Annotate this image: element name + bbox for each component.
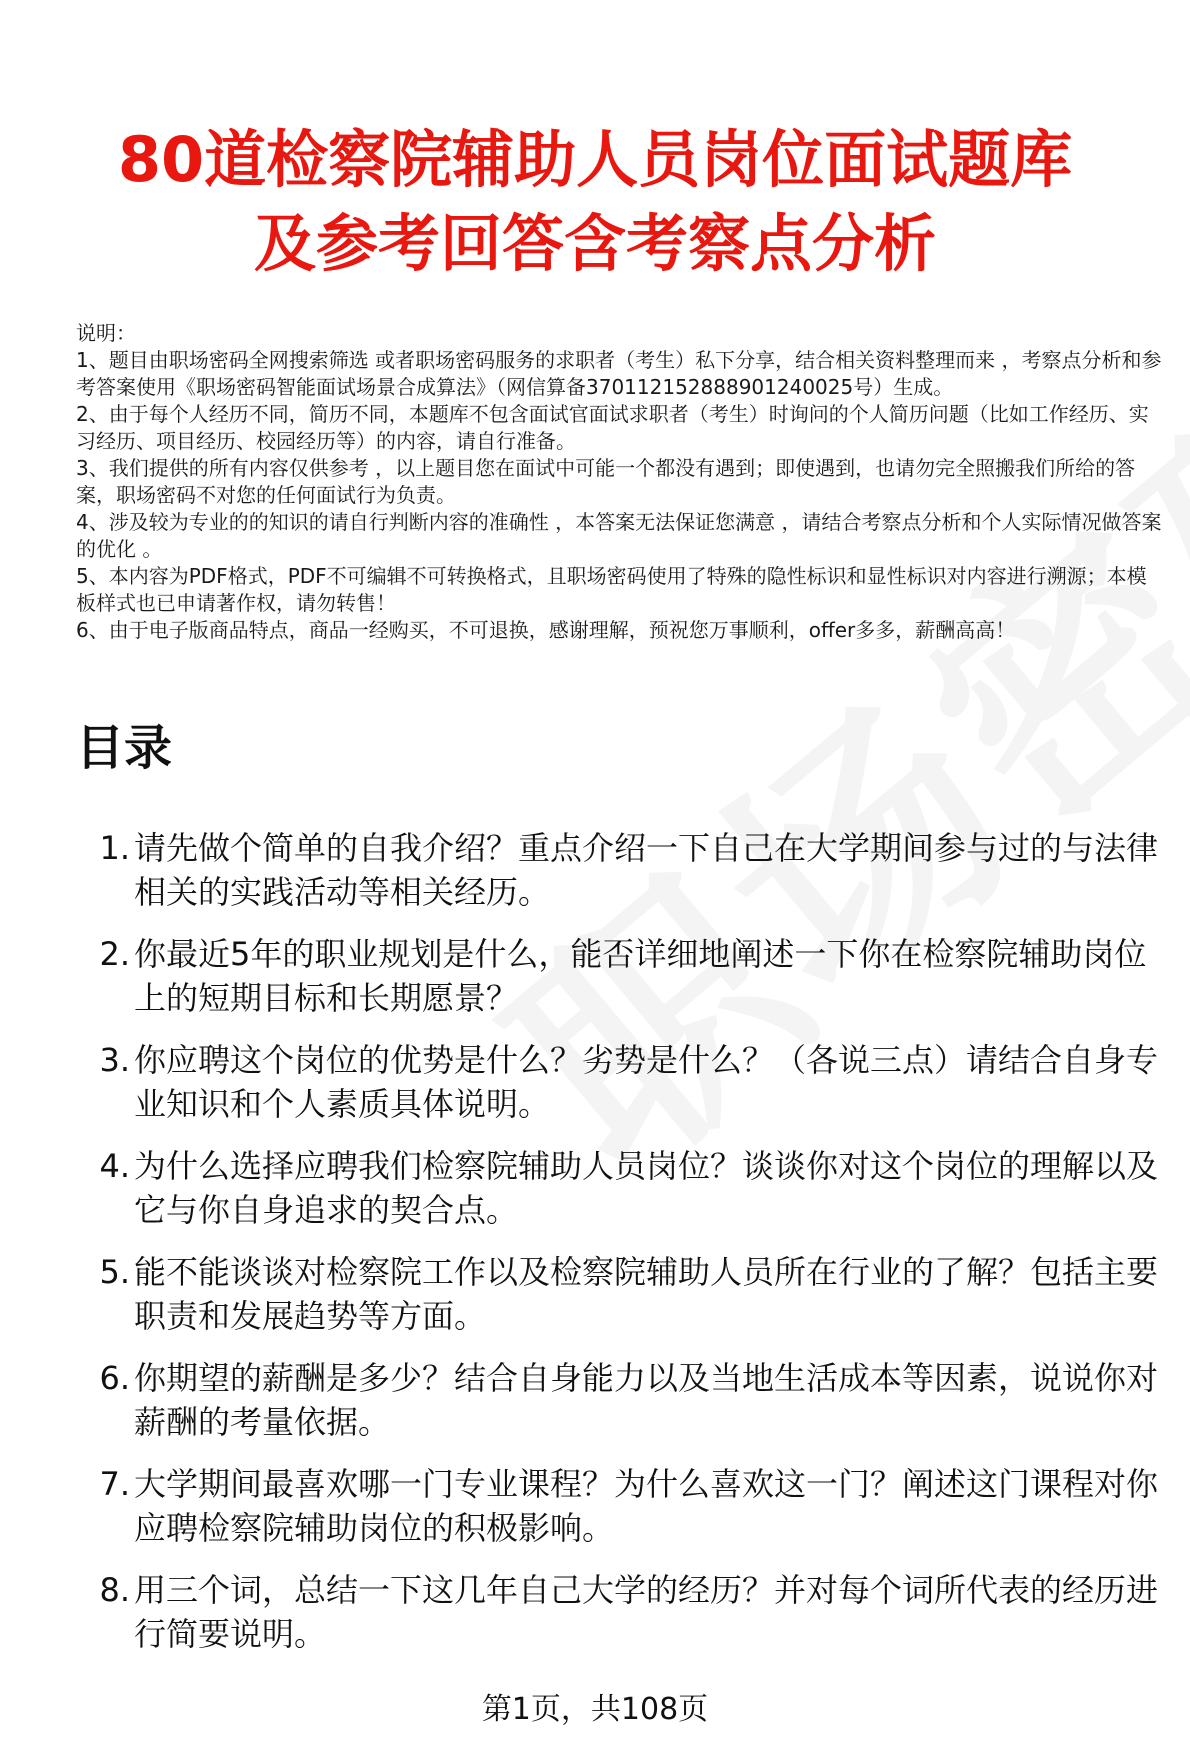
toc-item-1[interactable] [76, 826, 1166, 914]
note-item-5: 5、本内容为PDF格式，PDF不可编辑不可转换格式，且职场密码使用了特殊的隐性标识和显性标识对内容进行溯源；本模板样式也已申请著作权，请勿转售！ [76, 564, 1147, 615]
toc-item-number: 7. [99, 1465, 130, 1503]
toc-item-text: 为什么选择应聘我们检察院辅助人员岗位？谈谈你对这个岗位的理解以及它与你自身追求的契合点。 [134, 1147, 1159, 1229]
note-item-6: 6、由于电子版商品特点，商品一经购买，不可退换，感谢理解，预祝您万事顺利，offer多多，薪酬高高！ [76, 618, 1016, 642]
toc-item-text: 你最近5年的职业规划是什么，能否详细地阐述一下你在检察院辅助岗位上的短期目标和长期愿景？ [134, 935, 1147, 1017]
toc-item-number: 1. [99, 829, 130, 867]
toc-item-number: 2. [99, 935, 130, 973]
toc-list [76, 826, 1166, 1674]
note-item-1: 1、题目由职场密码全网搜索筛选 或者职场密码服务的求职者（考生）私下分享，结合相关资料整理而来 ，考察点分析和参考答案使用《职场密码智能面试场景合成算法》（网信算备370112152888901240025号）生成。 [76, 348, 1162, 399]
toc-item-number: 4. [99, 1147, 130, 1185]
toc-item-8[interactable] [76, 1568, 1166, 1656]
note-item-4: 4、涉及较为专业的的知识的请自行判断内容的准确性 ，本答案无法保证您满意 ，请结合考察点分析和个人实际情况做答案的优化 。 [76, 510, 1162, 561]
notes-section [76, 320, 1166, 644]
toc-item-text: 大学期间最喜欢哪一门专业课程？为什么喜欢这一门？阐述这门课程对你应聘检察院辅助岗位的积极影响。 [134, 1465, 1159, 1547]
note-item-2: 2、由于每个人经历不同，简历不同，本题库不包含面试官面试求职者（考生）时询问的个人简历问题（比如工作经历、实习经历、项目经历、校园经历等）的内容，请自行准备。 [76, 402, 1149, 453]
toc-item-6[interactable] [76, 1356, 1166, 1444]
title-line-1: 80道检察院辅助人员岗位面试题库 [117, 123, 1073, 196]
title-line-2: 及参考回答含考察点分析 [253, 207, 936, 280]
note-item-3: 3、我们提供的所有内容仅供参考 ，以上题目您在面试中可能一个都没有遇到；即使遇到，也请勿完全照搬我们所给的答案，职场密码不对您的任何面试行为负责。 [76, 456, 1136, 507]
page-number: 第1页，共108页 [481, 1692, 709, 1727]
toc-item-7[interactable] [76, 1462, 1166, 1550]
toc-item-text: 请先做个简单的自我介绍？重点介绍一下自己在大学期间参与过的与法律相关的实践活动等相关经历。 [134, 829, 1159, 911]
toc-item-number: 3. [99, 1041, 130, 1079]
toc-item-2[interactable] [76, 932, 1166, 1020]
toc-item-4[interactable] [76, 1144, 1166, 1232]
toc-item-text: 能不能谈谈对检察院工作以及检察院辅助人员所在行业的了解？包括主要职责和发展趋势等方面。 [134, 1253, 1159, 1335]
toc-item-5[interactable] [76, 1250, 1166, 1338]
toc-item-number: 6. [99, 1359, 130, 1397]
toc-item-text: 你应聘这个岗位的优势是什么？劣势是什么？（各说三点）请结合自身专业知识和个人素质具体说明。 [134, 1041, 1159, 1123]
notes-heading: 说明： [76, 321, 136, 345]
toc-item-number: 8. [99, 1571, 130, 1609]
toc-item-number: 5. [99, 1253, 130, 1291]
toc-item-text: 用三个词，总结一下这几年自己大学的经历？并对每个词所代表的经历进行简要说明。 [134, 1571, 1159, 1653]
page-footer [0, 1690, 1190, 1730]
toc-heading: 目录 [76, 720, 173, 776]
document-title [60, 118, 1130, 286]
toc-item-3[interactable] [76, 1038, 1166, 1126]
toc-item-text: 你期望的薪酬是多少？结合自身能力以及当地生活成本等因素，说说你对薪酬的考量依据。 [134, 1359, 1159, 1441]
